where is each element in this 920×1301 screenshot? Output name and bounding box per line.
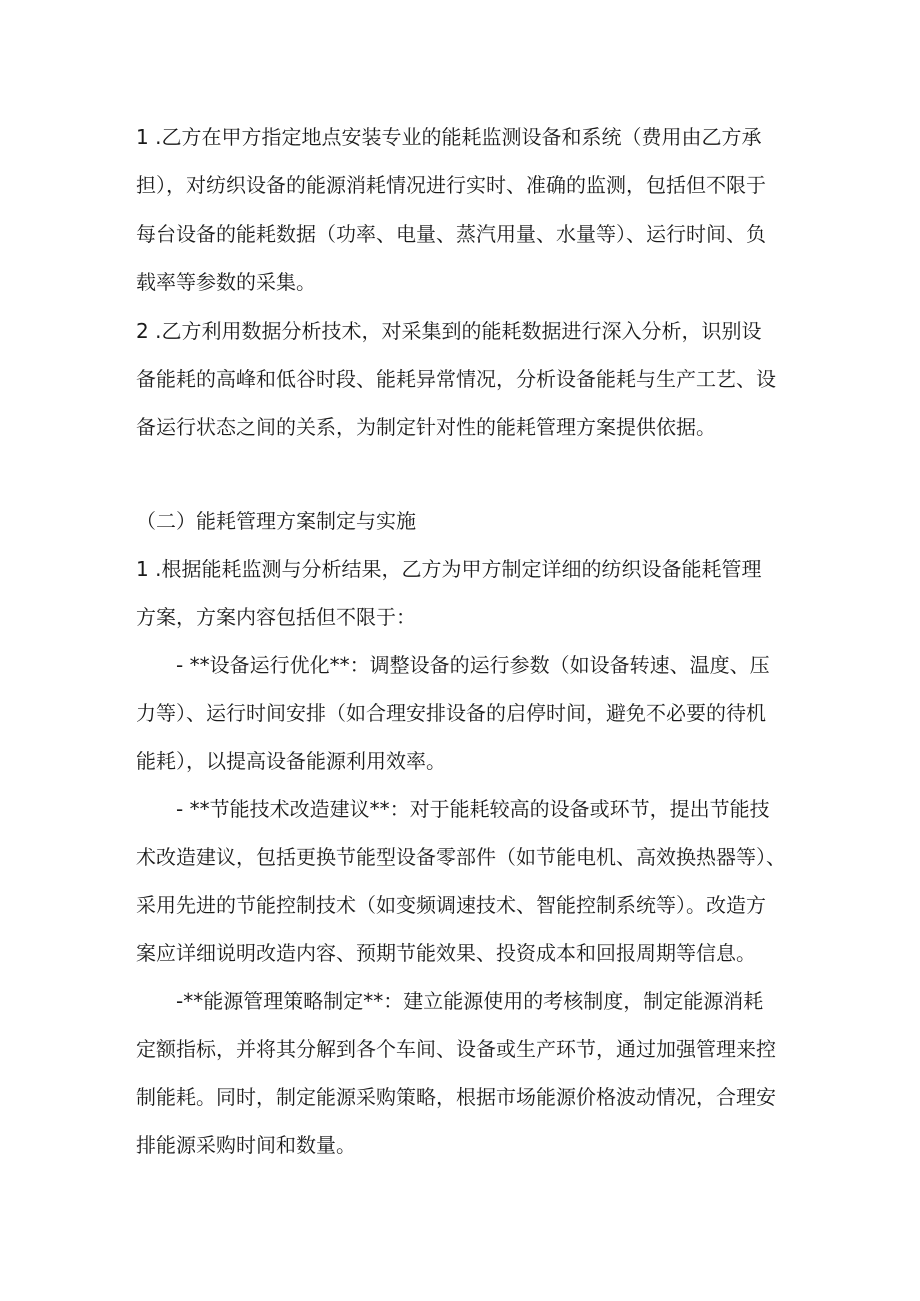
bullet-1-line-2: 力等）、运行时间安排（如合理安排设备的启停时间，避免不必要的待机 (136, 701, 766, 725)
section-heading: （二）能耗管理方案制定与实施 (136, 509, 416, 533)
bullet-3-line-1: -**能源管理策略制定**：建立能源使用的考核制度，制定能源消耗 (176, 989, 764, 1013)
bullet-3-line-2: 定额指标，并将其分解到各个车间、设备或生产环节，通过加强管理来控 (136, 1037, 776, 1061)
para-2-line-2: 备能耗的高峰和低谷时段、能耗异常情况，分析设备能耗与生产工艺、设 (136, 367, 776, 391)
para-1-line-3: 每台设备的能耗数据（功率、电量、蒸汽用量、水量等）、运行时间、负 (136, 222, 766, 246)
para-1-line-1: 1 .乙方在甲方指定地点安装专业的能耗监测设备和系统（费用由乙方承 (136, 125, 762, 149)
bullet-2-line-4: 案应详细说明改造内容、预期节能效果、投资成本和回报周期等信息。 (136, 941, 756, 965)
bullet-1-line-3: 能耗），以提高设备能源利用效率。 (136, 749, 446, 773)
para-1-line-4: 载率等参数的采集。 (136, 270, 316, 294)
bullet-2-line-1: - **节能技术改造建议**：对于能耗较高的设备或环节，提出节能技 (176, 797, 770, 821)
bullet-3-line-4: 排能源采购时间和数量。 (136, 1133, 356, 1157)
bullet-2-line-2: 术改造建议，包括更换节能型设备零部件（如节能电机、高效换热器等）、 (136, 845, 786, 869)
para-2-line-1: 2 .乙方利用数据分析技术，对采集到的能耗数据进行深入分析，识别设 (136, 319, 762, 343)
para-3-line-1: 1 .根据能耗监测与分析结果，乙方为甲方制定详细的纺织设备能耗管理 (136, 557, 762, 581)
para-1-line-2: 担），对纺织设备的能源消耗情况进行实时、准确的监测，包括但不限于 (136, 173, 766, 197)
bullet-2-line-3: 采用先进的节能控制技术（如变频调速技术、智能控制系统等）。改造方 (136, 893, 766, 917)
para-2-line-3: 备运行状态之间的关系，为制定针对性的能耗管理方案提供依据。 (136, 415, 716, 439)
bullet-1-line-1: - **设备运行优化**：调整设备的运行参数（如设备转速、温度、压 (176, 653, 770, 677)
bullet-3-line-3: 制能耗。同时，制定能源采购策略，根据市场能源价格波动情况，合理安 (136, 1085, 776, 1109)
para-3-line-2: 方案，方案内容包括但不限于： (136, 605, 416, 629)
